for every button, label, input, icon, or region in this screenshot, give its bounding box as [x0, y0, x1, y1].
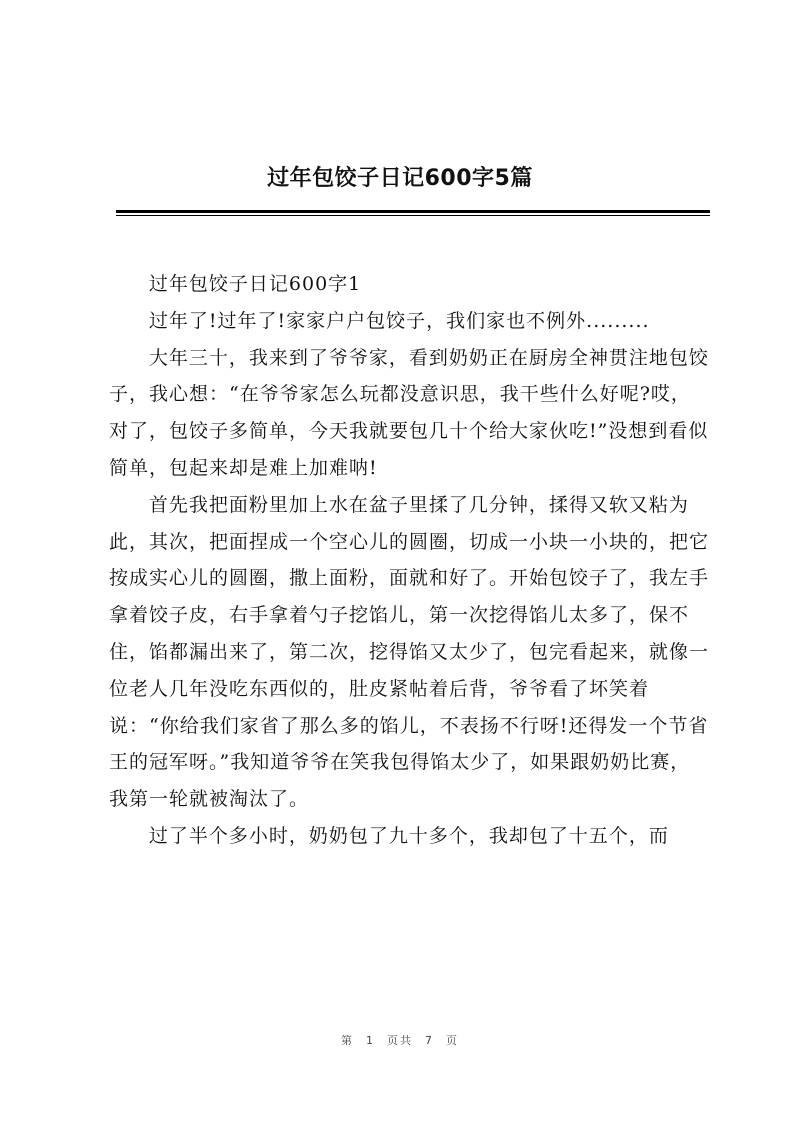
document-body — [109, 266, 710, 855]
paragraph: 过了半个多小时，奶奶包了九十多个，我却包了十五个，而 — [148, 824, 669, 847]
page-label-suffix: 页 — [446, 1034, 459, 1047]
page-footer — [0, 1032, 800, 1048]
paragraph: 首先我把面粉里加上水在盆子里揉了几分钟，揉得又软又粘为此，其次，把面捏成一个空心儿的圆圈，切成一小块一小块的，把它按成实心儿的圆圈，撒上面粉，面就和好了。开始包饺子了，我左手拿着饺子皮，右手拿着勺子挖馅儿，第一次挖得馅儿太多了，保不住，馅都漏出来了，第二次，挖得馅又太少了，包完看起来，就像一位老人几年没吃东西似的，肚皮紧帖着后背，爷爷看了坏笑着说：“你给我们家省了那么多的馅儿，不表扬不行呀!还得发一个节省王的冠军呀。”我知道爷爷在笑我包得馅太少了，如果跟奶奶比赛，我第一轮就被淘汰了。 — [109, 493, 710, 811]
title-divider — [116, 210, 710, 213]
page-title: 过年包饺子日记600字5篇 — [267, 166, 533, 191]
page-label-mid: 页共 — [387, 1034, 413, 1047]
total-pages-number: 7 — [425, 1034, 434, 1047]
paragraph: 大年三十，我来到了爷爷家，看到奶奶正在厨房全神贯注地包饺子，我心想：“在爷爷家怎么玩都没意识思，我干些什么好呢?哎，对了，包饺子多简单，今天我就要包几十个给大家伙吃!”没想到看似简单，包起来却是难上加难呐! — [109, 346, 709, 479]
paragraph: 过年了!过年了!家家户户包饺子，我们家也不例外......... — [148, 309, 650, 332]
section-heading: 过年包饺子日记600字1 — [148, 273, 362, 295]
current-page-number: 1 — [366, 1034, 375, 1047]
title-divider-thin — [116, 215, 710, 216]
page-label-prefix: 第 — [341, 1034, 354, 1047]
